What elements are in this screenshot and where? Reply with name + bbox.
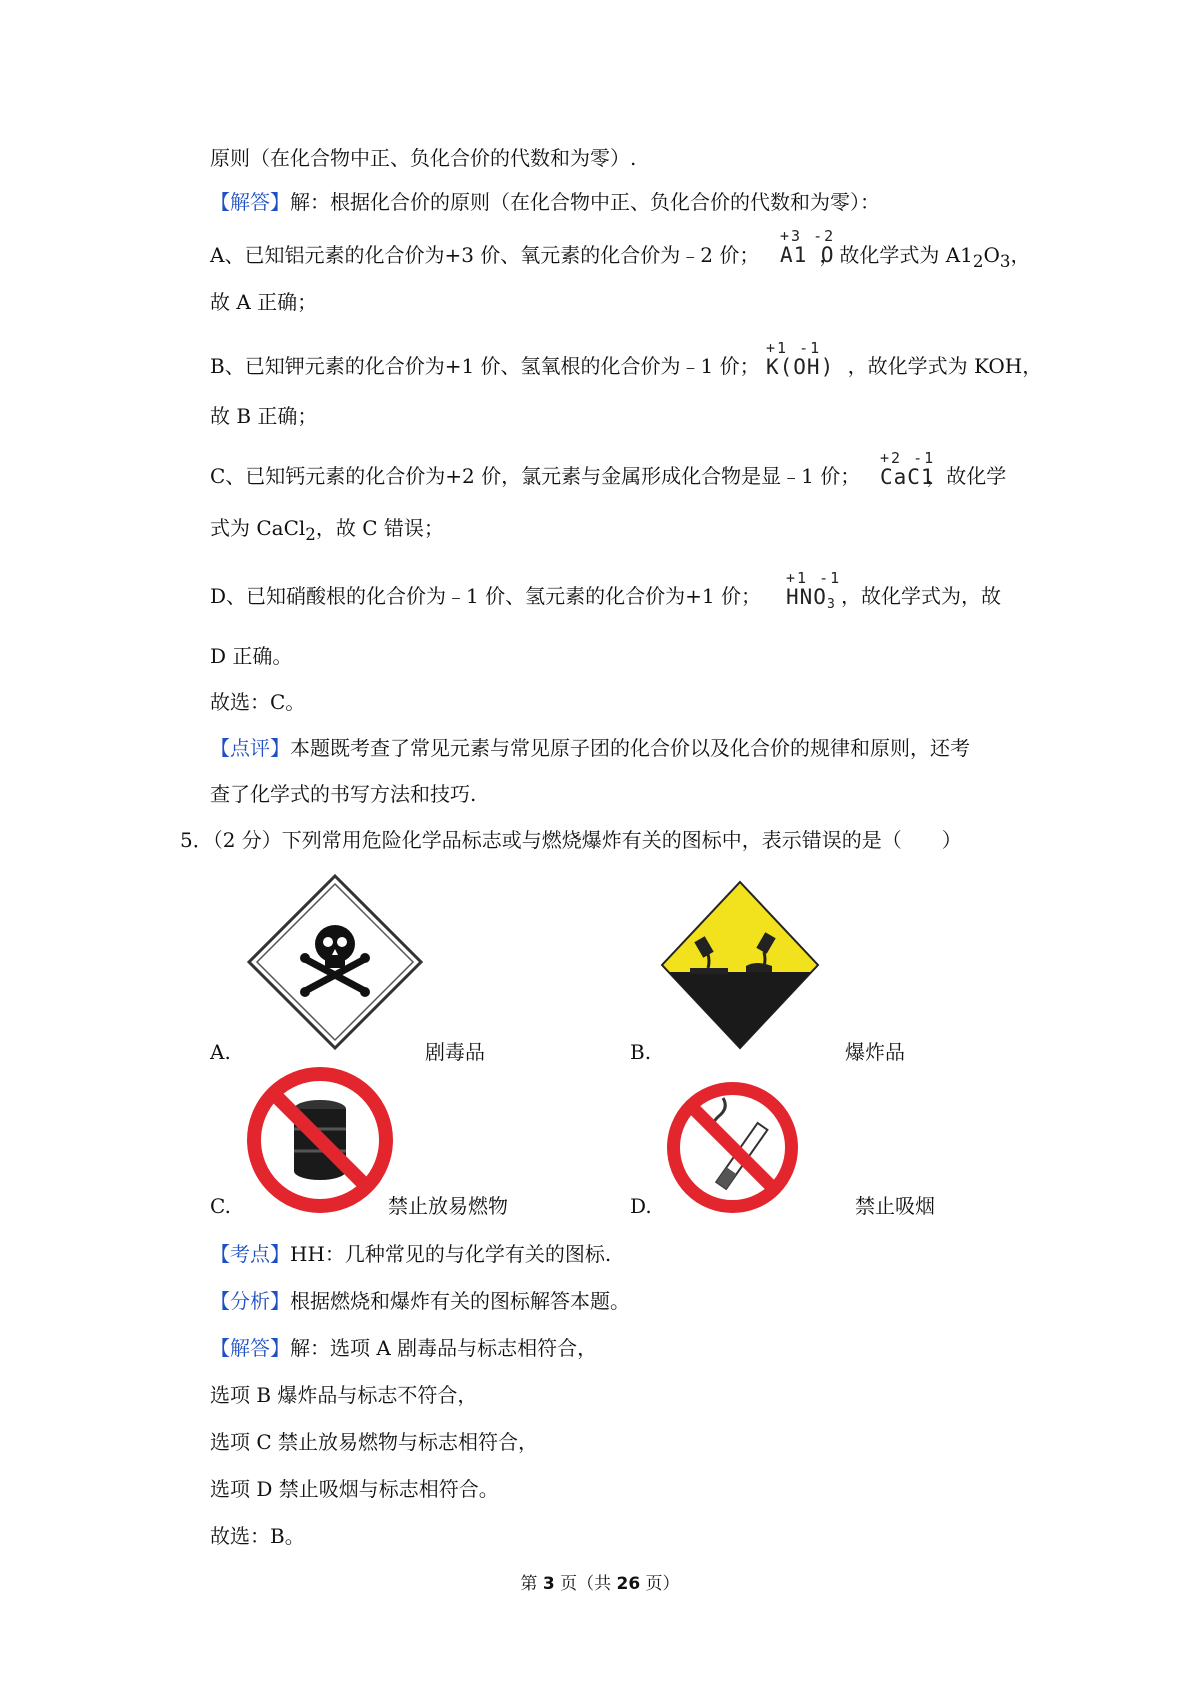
valence-symbols: K(OH) [766,355,835,379]
paragraph-text: 选项 B 爆炸品与标志不符合， [210,1383,478,1407]
comment-text: 查了化学式的书写方法和技巧. [210,782,477,806]
page-footer [0,1572,1200,1596]
valence-symbols: A1 O [780,243,835,267]
text-line [210,1428,1020,1456]
choice-text: 故选：C。 [210,690,306,714]
comment-text: 本题既考查了常见元素与常见原子团的化合价以及化合价的规律和原则，还考 [290,736,970,760]
paragraph-text: 故 B 正确； [210,404,318,428]
option-a-formula-text: ，故化学式为 A1 [819,243,973,267]
formula-letter: O [983,243,1000,267]
question-5 [180,826,990,854]
valence-charges: +2 -1 [880,449,936,467]
text-line [210,642,1020,670]
option-b-label: 爆炸品 [845,1040,905,1064]
footer-text: 第 [520,1574,543,1594]
valence-symbols: HNO [786,585,827,609]
no-smoking-icon [665,1080,800,1215]
subscript: 2 [305,525,316,544]
option-c-text: C、已知钙元素的化合价为+2 价，氯元素与金属形成化合物是显﹣1 价； [210,464,861,488]
kaodian-line [210,1240,1020,1268]
choice-text: 故选：B。 [210,1524,305,1548]
valence-formula-c [880,450,935,488]
text-line [210,688,1020,716]
jieda-line [210,1334,1020,1362]
option-d-label: 禁止吸烟 [855,1194,935,1218]
answer-intro-text: 解：根据化合价的原则（在化合物中正、负化合价的代数和为零）： [290,190,880,214]
option-d-text: D、已知硝酸根的化合价为﹣1 价、氢元素的化合价为+1 价； [210,584,761,608]
option-a-text: A、已知铝元素的化合价为+3 价、氧元素的化合价为﹣2 价； [210,243,760,267]
formula-text: 式为 CaCl [210,516,306,540]
page-number: 3 [542,1574,555,1594]
option-c-letter: C. [210,1194,231,1218]
footer-text: 页） [640,1574,680,1594]
option-d-explanation [210,582,1020,610]
corrosive-diamond-icon [660,880,820,1050]
option-c-explanation-cont [210,514,1020,549]
option-b-explanation [210,352,1043,380]
kaodian-tag: 【考点】 [210,1242,290,1266]
fenxi-tag: 【分析】 [210,1289,290,1313]
option-a-explanation [210,241,1031,276]
text-line [210,1475,1020,1503]
option-b-letter: B. [630,1040,652,1064]
no-flammable-barrel-icon [245,1065,395,1215]
subscript: 2 [972,252,984,271]
answer-tag: 【解答】 [210,190,290,214]
valence-formula-a [780,228,835,266]
paragraph-text: 选项 D 禁止吸烟与标志相符合。 [210,1477,499,1501]
text-line [210,1381,1020,1409]
footer-text: 页（共 [554,1574,617,1594]
valence-formula-b [766,340,834,378]
punctuation: ， [1010,243,1031,267]
text-line [210,402,1020,430]
option-d-formula-text: ，故化学式为，故 [840,584,1001,608]
jieda-tag: 【解答】 [210,1336,290,1360]
question-text: 5．（2 分）下列常用危险化学品标志或与燃烧爆炸有关的图标中，表示错误的是（ ） [180,828,962,852]
jieda-text: 解：选项 A 剧毒品与标志相符合， [290,1336,598,1360]
fenxi-line [210,1287,1020,1315]
option-b-text: B、已知钾元素的化合价为+1 价、氢氧根的化合价为﹣1 价； [210,354,760,378]
total-pages: 26 [616,1574,641,1594]
valence-charges: +3 -2 [780,227,836,245]
option-c-label: 禁止放易燃物 [388,1194,508,1218]
paragraph-text: D 正确。 [210,644,293,668]
paragraph-text: 选项 C 禁止放易燃物与标志相符合， [210,1430,539,1454]
option-d-letter: D. [630,1194,652,1218]
option-a-label: 剧毒品 [425,1040,485,1064]
valence-formula-d [786,570,841,616]
valence-symbols: CaC1 [880,465,935,489]
subscript: 3 [999,252,1011,271]
valence-charges: +1 -1 [786,569,842,587]
subscript: 3 [826,597,836,612]
paragraph-text: 原则（在化合物中正、负化合价的代数和为零）. [210,146,637,170]
text-line [210,288,1020,316]
paragraph-text: ，故 C 错误； [315,516,444,540]
text-line [210,780,1020,808]
option-b-formula-text: ，故化学式为 KOH， [847,354,1043,378]
skull-crossbones-diamond-icon [245,872,425,1052]
answer-heading-line [210,188,1020,216]
text-line [210,144,1020,172]
fenxi-text: 根据燃烧和爆炸有关的图标解答本题。 [290,1289,630,1313]
option-c-formula-text: ，故化学 [926,464,1007,488]
comment-line [210,734,1020,762]
paragraph-text: 故 A 正确； [210,290,318,314]
option-a-letter: A. [210,1040,231,1064]
kaodian-text: HH：几种常见的与化学有关的图标. [290,1242,612,1266]
comment-tag: 【点评】 [210,736,290,760]
valence-charges: +1 -1 [766,339,822,357]
text-line [210,1522,1020,1550]
